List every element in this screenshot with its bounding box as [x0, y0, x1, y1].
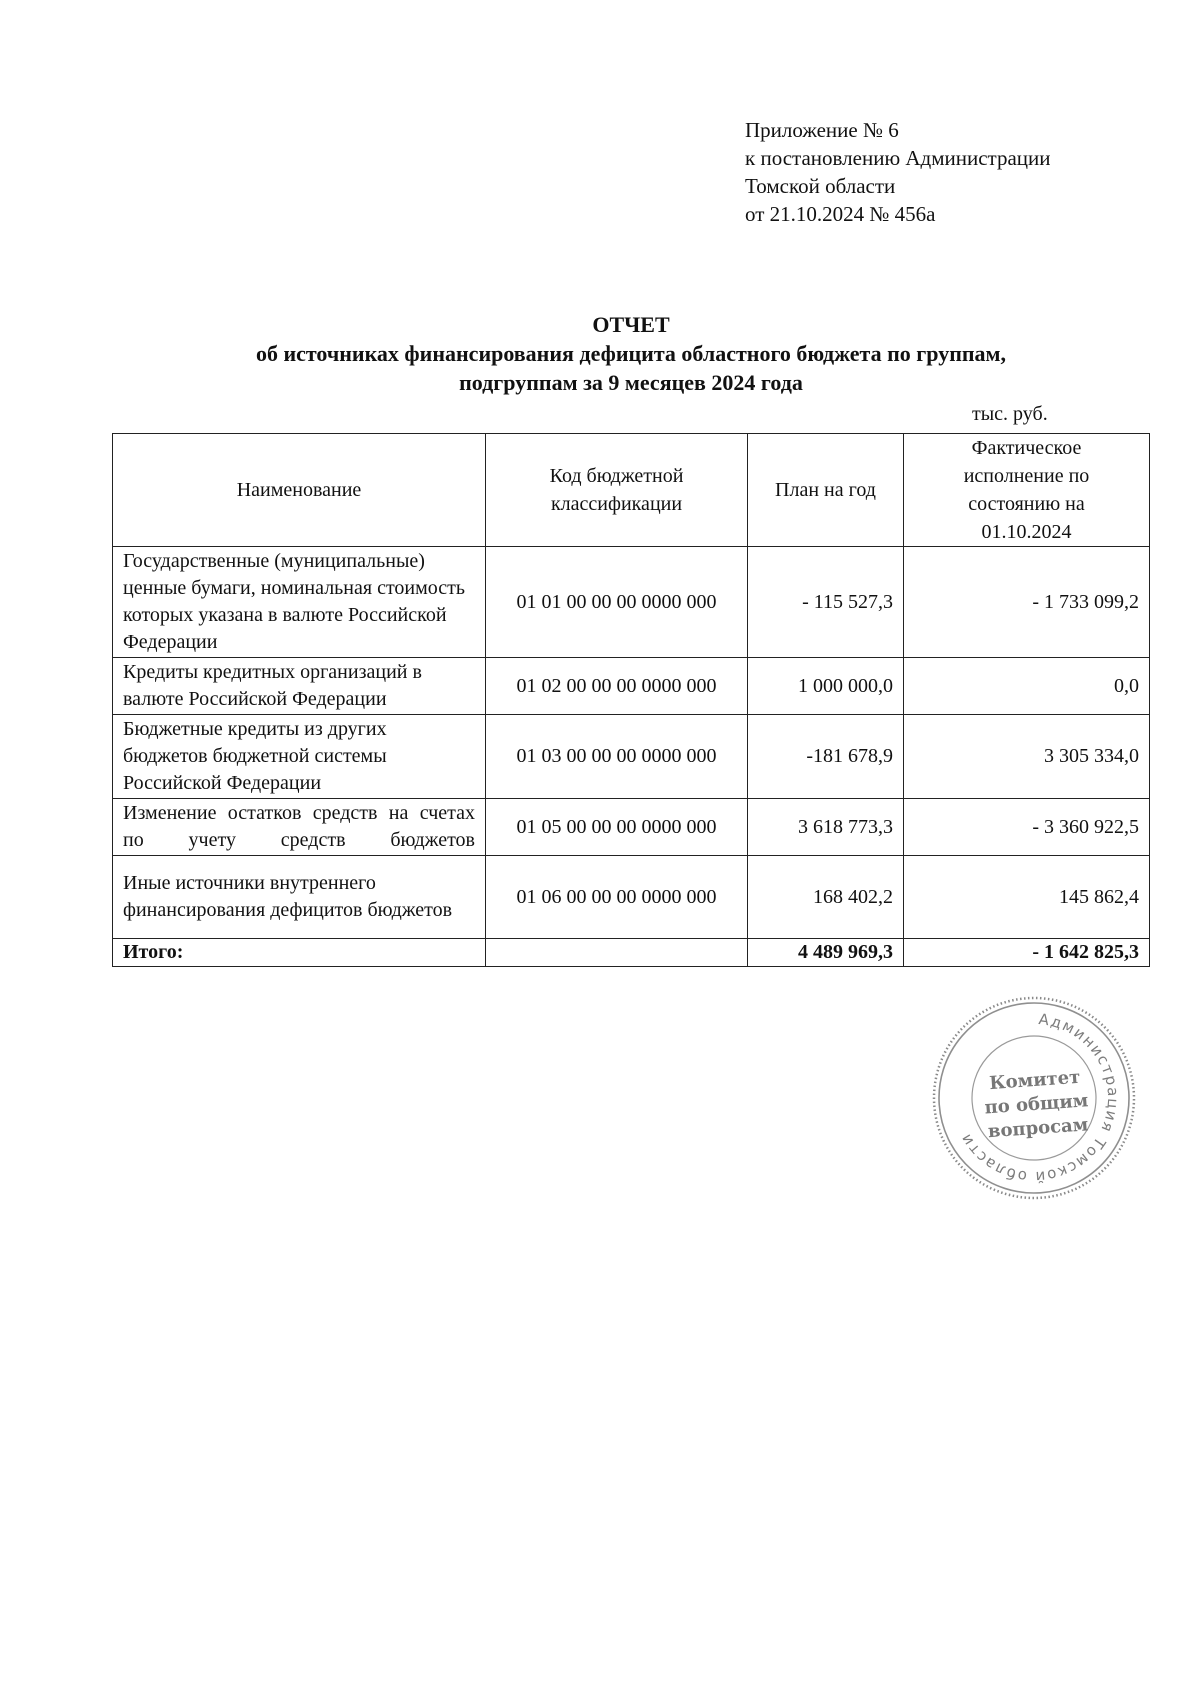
- total-label: Итого:: [113, 939, 486, 967]
- appendix-reference: к постановлению Администрации: [745, 146, 1051, 170]
- header-plan: План на год: [748, 434, 904, 547]
- title-subtitle-line1: об источниках финансирования дефицита областного бюджета по группам,: [255, 341, 1007, 366]
- row-plan: 168 402,2: [748, 856, 904, 939]
- header-actual: Фактическое исполнение по состоянию на 01.10.2024: [904, 434, 1150, 547]
- appendix-header: [745, 116, 1051, 228]
- total-plan: 4 489 969,3: [748, 939, 904, 967]
- official-stamp: [926, 990, 1142, 1206]
- stamp-seal: [926, 990, 1142, 1206]
- stamp-rings: [927, 991, 1140, 1204]
- row-name: Государственные (муниципальные) ценные бумаги, номинальная стоимость которых указана в валюте Российской Федерации: [113, 547, 486, 658]
- appendix-number: Приложение № 6: [745, 118, 899, 142]
- row-actual: 145 862,4: [904, 856, 1150, 939]
- row-code: 01 03 00 00 00 0000 000: [486, 715, 748, 799]
- appendix-date-number: от 21.10.2024 № 456а: [745, 202, 936, 226]
- stamp-line1: Комитет: [988, 1066, 1081, 1095]
- table-header-row: [113, 434, 1150, 547]
- table-row: [113, 856, 1150, 939]
- row-actual: - 1 733 099,2: [904, 547, 1150, 658]
- row-plan: -181 678,9: [748, 715, 904, 799]
- header-name: Наименование: [113, 434, 486, 547]
- row-name: Кредиты кредитных организаций в валюте Российской Федерации: [113, 658, 486, 715]
- table-row: [113, 547, 1150, 658]
- row-actual: 0,0: [904, 658, 1150, 715]
- row-code: 01 06 00 00 00 0000 000: [486, 856, 748, 939]
- row-code: 01 02 00 00 00 0000 000: [486, 658, 748, 715]
- row-name: Изменение остатков средств на счетах по учету средств бюджетов: [113, 799, 486, 856]
- title-subtitle-line2: подгруппам за 9 месяцев 2024 года: [459, 370, 803, 395]
- stamp-line3: вопросам: [987, 1114, 1090, 1143]
- units-label: тыс. руб.: [972, 403, 1048, 425]
- total-actual: - 1 642 825,3: [904, 939, 1150, 967]
- table-row: [113, 715, 1150, 799]
- title-heading: ОТЧЕТ: [592, 312, 670, 337]
- header-code: Код бюджетной классификации: [486, 434, 748, 547]
- table-row: [113, 799, 1150, 856]
- row-plan: 1 000 000,0: [748, 658, 904, 715]
- row-code: 01 01 00 00 00 0000 000: [486, 547, 748, 658]
- appendix-region: Томской области: [745, 174, 896, 198]
- report-title: [112, 310, 1150, 397]
- table-total-row: [113, 939, 1150, 967]
- row-plan: - 115 527,3: [748, 547, 904, 658]
- total-code: [486, 939, 748, 967]
- stamp-ring-text: Администрация Томской области: [956, 1010, 1123, 1187]
- report-table: [112, 433, 1150, 967]
- row-name: Бюджетные кредиты из других бюджетов бюджетной системы Российской Федерации: [113, 715, 486, 799]
- table-row: [113, 658, 1150, 715]
- row-plan: 3 618 773,3: [748, 799, 904, 856]
- row-actual: - 3 360 922,5: [904, 799, 1150, 856]
- row-code: 01 05 00 00 00 0000 000: [486, 799, 748, 856]
- row-actual: 3 305 334,0: [904, 715, 1150, 799]
- stamp-line2: по общим: [983, 1090, 1090, 1119]
- row-name: Иные источники внутреннего финансирования дефицитов бюджетов: [113, 856, 486, 939]
